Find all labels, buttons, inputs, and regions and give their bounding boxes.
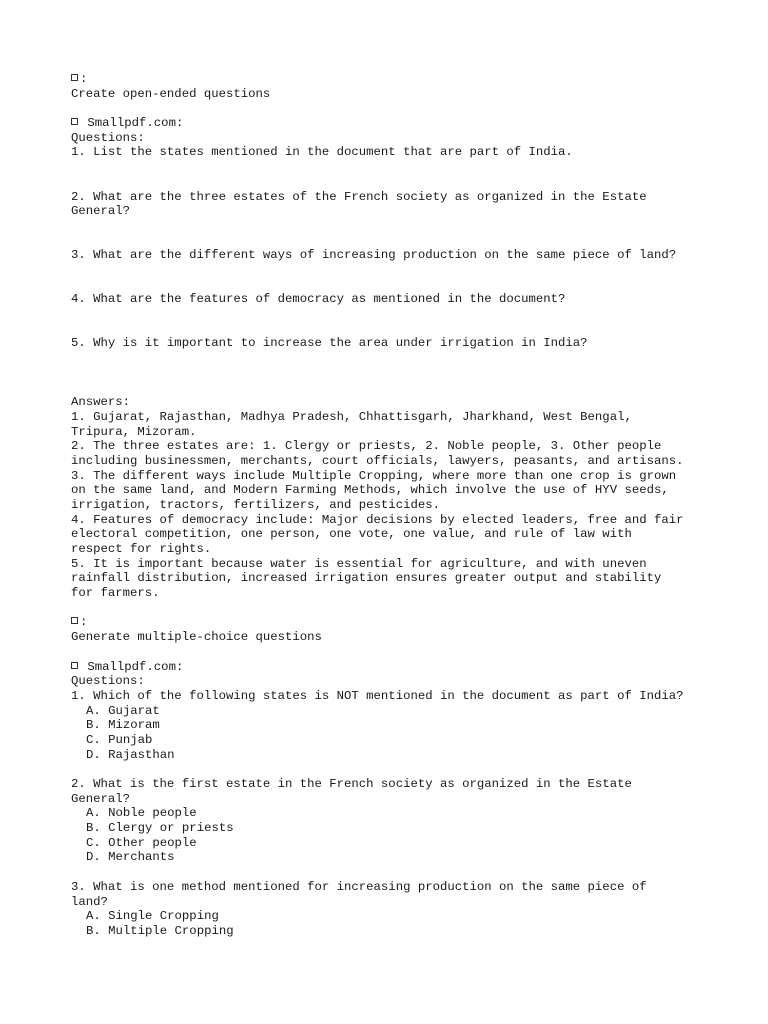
prompt-line: : [71,72,711,87]
user-square-icon [71,74,78,81]
question-line: 5. Why is it important to increase the area under irrigation in India? [71,336,588,351]
answer-line: 2. The three estates are: 1. Clergy or priests, 2. Noble people, 3. Other people [71,439,662,454]
mcq-option: C. Other people [86,835,197,850]
user-square-icon [71,617,78,624]
prompt-text: Generate multiple-choice questions [71,630,322,645]
answer-line: 1. Gujarat, Rajasthan, Madhya Pradesh, Chhattisgarh, Jharkhand, West Bengal, [71,409,632,424]
bot-square-icon [71,118,78,125]
answer-line: rainfall distribution, increased irrigation ensures greater output and stability [71,571,662,586]
mcq-option: A. Noble people [86,806,197,821]
mcq-option: A. Gujarat [86,703,160,718]
mcq-option: D. Rajasthan [86,747,175,762]
answer-line: respect for rights. [71,542,212,556]
mcq-question-line: 2. What is the first estate in the French society as organized in the Estate [71,777,632,791]
answer-line: electoral competition, one person, one vote, one value, and rule of law with [71,527,632,542]
bot-square-icon [71,662,78,669]
answer-line: irrigation, tractors, fertilizers, and pesticides. [71,497,440,512]
question-line: 2. What are the three estates of the French society as organized in the Estate [71,189,647,204]
question-line: 4. What are the features of democracy as mentioned in the document? [71,292,566,307]
mcq-question-line: General? [71,791,131,806]
mcq-question-line: land? [71,894,108,909]
questions-heading: Questions: [71,130,145,145]
answer-line: for farmers. [71,586,160,601]
source-line: Smallpdf.com: [71,660,711,675]
source-line: Smallpdf.com: [71,116,711,131]
question-line: 1. List the states mentioned in the document that are part of India. [71,145,573,160]
questions-heading: Questions: [71,674,145,689]
mcq-option: B. Multiple Cropping [86,923,234,938]
answer-line: 3. The different ways include Multiple Cropping, where more than one crop is grown [71,468,677,483]
answer-line: 4. Features of democracy include: Major decisions by elected leaders, free and fair [71,512,684,527]
mcq-option: A. Single Cropping [86,909,219,924]
mcq-question-line: 1. Which of the following states is NOT mentioned in the document as part of India? [71,688,684,703]
question-line: 3. What are the different ways of increasing production on the same piece of land? [71,248,677,263]
answers-heading: Answers: [71,395,131,410]
document-page [71,72,711,939]
prompt-text: Create open-ended questions [71,86,271,101]
mcq-option: D. Merchants [86,850,175,865]
mcq-option: B. Mizoram [86,718,160,733]
answer-line: 5. It is important because water is essential for agriculture, and with uneven [71,556,647,571]
prompt-line: : [71,615,711,630]
question-line: General? [71,204,131,219]
mcq-question-line: 3. What is one method mentioned for increasing production on the same piece of [71,879,647,894]
answer-line: including businessmen, merchants, court officials, lawyers, peasants, and artisans. [71,453,684,468]
answer-line: Tripura, Mizoram. [71,424,197,439]
mcq-option: C. Punjab [86,732,153,747]
mcq-option: B. Clergy or priests [86,821,234,836]
answer-line: on the same land, and Modern Farming Methods, which involve the use of HYV seeds, [71,483,669,498]
